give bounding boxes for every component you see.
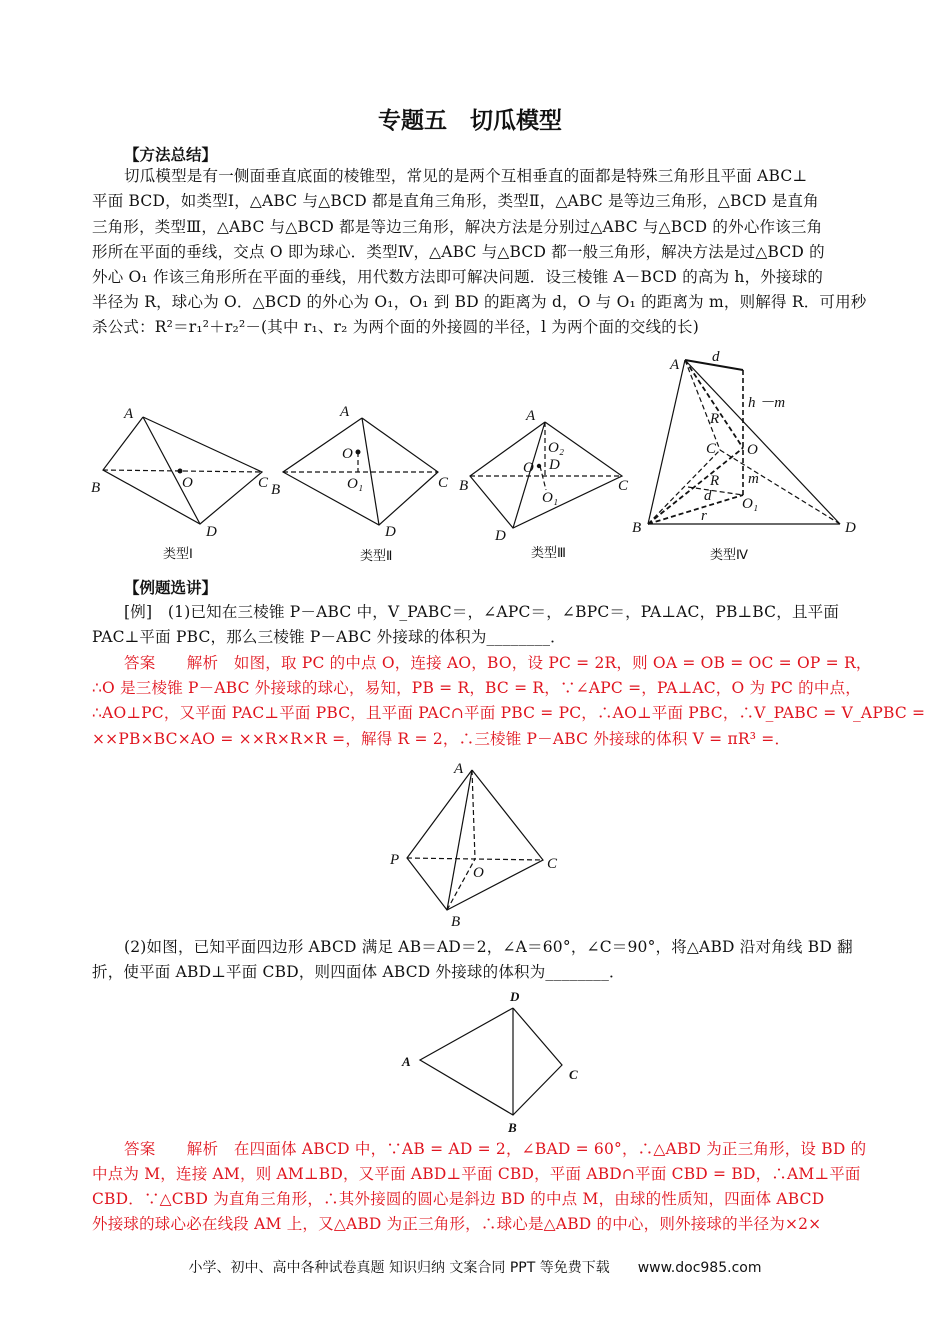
svg-text:D: D	[385, 524, 396, 540]
answer-line: ∴O 是三棱锥 P－ABC 外接球的球心，易知，PB = R，BC = R，∵∠APC =，PA⊥AC，O 为 PC 的中点，	[92, 679, 861, 697]
svg-text:d: d	[712, 349, 720, 365]
page-title: 专题五 切瓜模型	[378, 108, 562, 134]
svg-text:B: B	[632, 520, 642, 536]
svg-text:B: B	[271, 482, 281, 498]
caption-type-3: 类型Ⅲ	[531, 545, 566, 560]
figure-type-4	[632, 349, 856, 562]
svg-text:D: D	[206, 524, 217, 540]
svg-text:B: B	[91, 480, 101, 496]
svg-text:O₁: O₁	[742, 496, 759, 512]
svg-text:R: R	[710, 473, 720, 489]
caption-type-2: 类型Ⅱ	[360, 548, 393, 563]
svg-text:B: B	[459, 478, 469, 494]
svg-text:A: A	[124, 406, 134, 422]
svg-text:O: O	[473, 865, 484, 881]
svg-text:h －m: h －m	[748, 395, 786, 411]
text-line: 切瓜模型是有一侧面垂直底面的棱锥型，常见的是两个互相垂直的面都是特殊三角形且平面 ABC⊥	[124, 167, 808, 185]
svg-text:P: P	[390, 852, 400, 868]
svg-text:O: O	[523, 460, 534, 476]
answer-line: 外接球的球心必在线段 AM 上，又△ABD 为正三角形，∴球心是△ABD 的中心，则外接球的半径为×2×	[92, 1215, 822, 1233]
svg-text:C: C	[258, 475, 269, 491]
figure-type-2	[271, 404, 449, 563]
text-line: 形所在平面的垂线，交点 O 即为球心．类型Ⅳ，△ABC 与△BCD 都一般三角形，解决方法是过△BCD 的	[92, 243, 825, 261]
svg-text:r: r	[701, 508, 707, 524]
caption-type-4: 类型Ⅳ	[710, 547, 748, 562]
svg-text:D: D	[510, 989, 520, 1004]
svg-text:C: C	[569, 1067, 578, 1082]
svg-text:O: O	[342, 446, 353, 462]
text-line: 平面 BCD，如类型Ⅰ，△ABC 与△BCD 都是直角三角形，类型Ⅱ，△ABC 是等边三角形，△BCD 是直角	[92, 192, 819, 210]
svg-text:O₂: O₂	[548, 440, 565, 456]
figure-example-1	[389, 761, 558, 930]
answer-line: 答案 解析 在四面体 ABCD 中，∵AB = AD = 2，∠BAD = 60°，∴△ABD 为正三角形，设 BD 的	[124, 1140, 867, 1158]
svg-text:D: D	[549, 457, 560, 473]
svg-text:m: m	[748, 471, 759, 487]
answer-line: ××PB×BC×AO = ××R×R×R =，解得 R = 2，∴三棱锥 P－ABC 外接球的体积 V = πR³ =．	[92, 730, 791, 748]
svg-text:C: C	[706, 441, 717, 457]
answer-line: ∴AO⊥PC，又平面 PAC⊥平面 PBC，且平面 PAC∩平面 PBC = PC，∴AO⊥平面 PBC，∴V_PABC = V_APBC =	[92, 704, 926, 722]
text-line: 三角形，类型Ⅲ，△ABC 与△BCD 都是等边三角形，解决方法是分别过△ABC 与△BCD 的外心作该三角	[92, 218, 823, 236]
text-line: 外心 O₁ 作该三角形所在平面的垂线，用代数方法即可解决问题．设三棱锥 A－BCD 的高为 h，外接球的	[92, 268, 824, 286]
footer: 小学、初中、高中各种试卷真题 知识归纳 文案合同 PPT 等免费下载 www.doc985.com	[188, 1260, 762, 1276]
svg-text:A: A	[340, 404, 350, 420]
svg-text:D: D	[845, 520, 856, 536]
svg-text:B: B	[508, 1120, 517, 1135]
answer-line: 答案 解析 如图，取 PC 的中点 O，连接 AO，BO，设 PC = 2R，则 OA = OB = OC = OP = R，	[124, 654, 872, 672]
method-heading: 【方法总结】	[124, 146, 218, 164]
text-line: 杀公式：R²＝r₁²＋r₂²－(其中 r₁、r₂ 为两个面的外接圆的半径，l 为两个面的交线的长)	[92, 318, 699, 336]
svg-text:B: B	[451, 914, 461, 930]
caption-type-1: 类型Ⅰ	[163, 546, 193, 561]
answer-line: 中点为 M，连接 AM，则 AM⊥BD，又平面 ABD⊥平面 CBD，平面 ABD∩平面 CBD = BD，∴AM⊥平面	[92, 1165, 861, 1183]
svg-text:C: C	[438, 475, 449, 491]
svg-text:A: A	[402, 1054, 411, 1069]
text-line: PAC⊥平面 PBC，那么三棱锥 P－ABC 外接球的体积为________．	[92, 628, 566, 646]
figure-type-1	[91, 406, 269, 561]
examples-heading: 【例题选讲】	[124, 579, 218, 597]
text-line: 半径为 R，球心为 O．△BCD 的外心为 O₁，O₁ 到 BD 的距离为 d，O 与 O₁ 的距离为 m，则解得 R．可用秒	[92, 293, 867, 311]
svg-text:C: C	[547, 856, 558, 872]
svg-text:O: O	[182, 475, 193, 491]
svg-text:O₁: O₁	[347, 476, 364, 492]
text-line: 折，使平面 ABD⊥平面 CBD，则四面体 ABCD 外接球的体积为________．	[92, 963, 625, 981]
svg-text:O: O	[747, 442, 758, 458]
answer-line: CBD．∵△CBD 为直角三角形，∴其外接圆的圆心是斜边 BD 的中点 M，由球的性质知，四面体 ABCD	[92, 1190, 825, 1208]
text-line: [例] (1)已知在三棱锥 P－ABC 中，V_PABC＝，∠APC＝，∠BPC＝，PA⊥AC，PB⊥BC，且平面	[124, 603, 840, 621]
svg-text:A: A	[526, 408, 536, 424]
svg-text:O₁: O₁	[542, 490, 559, 506]
text-line: (2)如图，已知平面四边形 ABCD 满足 AB＝AD＝2，∠A＝60°，∠C＝90°，将△ABD 沿对角线 BD 翻	[124, 938, 853, 956]
svg-text:d: d	[704, 488, 712, 504]
svg-text:A: A	[670, 357, 680, 373]
svg-text:D: D	[495, 528, 506, 544]
figure-example-2	[401, 989, 578, 1135]
svg-text:R: R	[710, 411, 720, 427]
figure-type-3	[459, 408, 629, 560]
svg-text:C: C	[618, 478, 629, 494]
svg-text:A: A	[454, 761, 464, 777]
